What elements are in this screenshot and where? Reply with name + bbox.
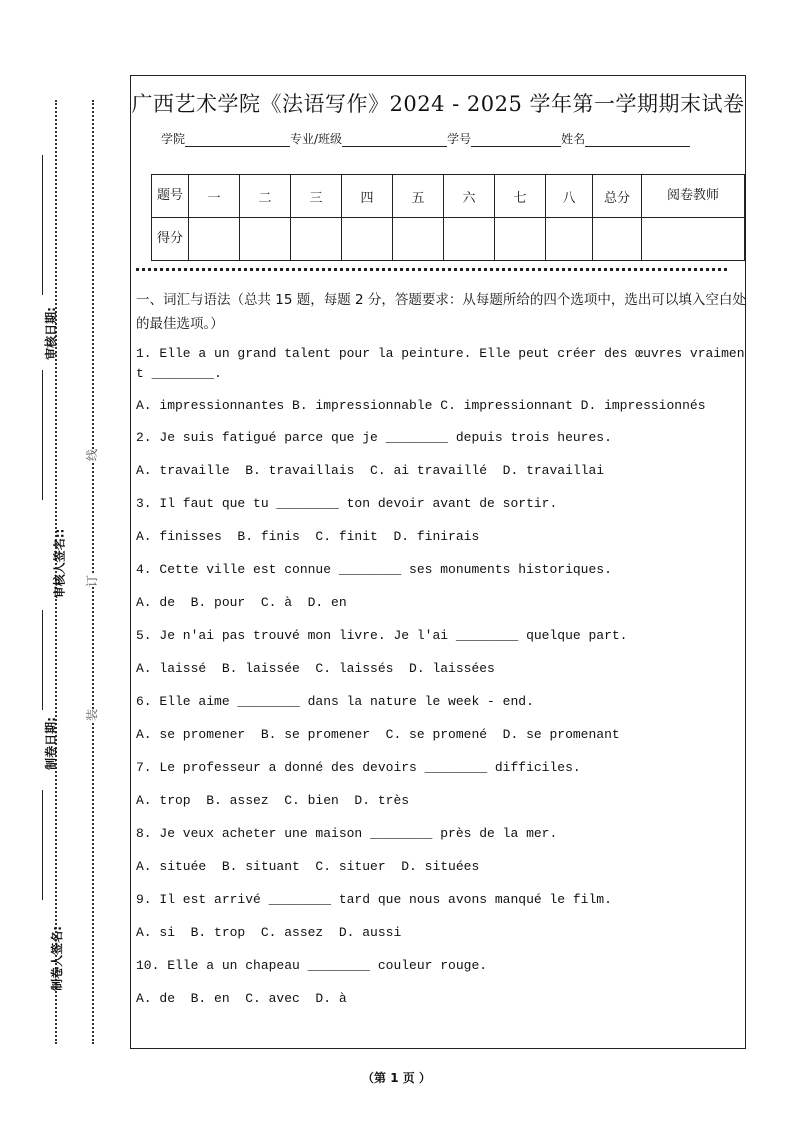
exam-content-box — [130, 75, 746, 1049]
question-text: 6. Elle aime ________ dans la nature le week - end. — [136, 694, 534, 709]
score-input-cell[interactable] — [342, 218, 393, 261]
question-text: 10. Elle a un chapeau ________ couleur rouge. — [136, 958, 488, 973]
question-text: 8. Je veux acheter une maison ________ près de la mer. — [136, 826, 558, 841]
score-input-cell[interactable] — [189, 218, 240, 261]
student-id-input[interactable] — [471, 134, 561, 147]
question-options: A. finisses B. finis C. finit D. finirais — [136, 529, 480, 544]
reviewer-signature-line — [42, 370, 43, 500]
question-options: A. travaille B. travaillais C. ai travaillé D. travaillai — [136, 463, 605, 478]
binding-mark-xian: 线 — [85, 448, 100, 462]
review-date-label: 审核日期: — [43, 307, 58, 360]
score-table-header-cell: 六 — [444, 175, 495, 218]
make-date-line — [42, 610, 43, 710]
score-input-cell[interactable] — [291, 218, 342, 261]
question-text: 4. Cette ville est connue ________ ses monuments historiques. — [136, 562, 612, 577]
question-options: A. laissé B. laissée C. laissés D. laissées — [136, 661, 495, 676]
score-table-header-cell: 总分 — [593, 175, 642, 218]
question-text: 7. Le professeur a donné des devoirs ________ difficiles. — [136, 760, 581, 775]
field-label-student-id: 学号 — [447, 132, 472, 146]
score-input-cell[interactable] — [593, 218, 642, 261]
score-input-cell[interactable] — [240, 218, 291, 261]
review-date-line — [42, 155, 43, 295]
score-row-label: 得分 — [152, 218, 189, 261]
question-options: A. impressionnantes B. impressionnable C. impressionnant D. impressionnés — [136, 398, 706, 413]
score-table-header-cell: 阅卷教师 — [642, 175, 745, 218]
reviewer-signature-label: 审核人签名:: — [52, 528, 67, 599]
section-heading: 一、词汇与语法（总共 15 题，每题 2 分，答题要求：从每题所给的四个选项中，选出可以填入空白处的最佳选项。） — [136, 292, 746, 332]
score-table-header-row — [152, 175, 745, 218]
score-table-header-cell: 五 — [393, 175, 444, 218]
score-input-cell[interactable] — [393, 218, 444, 261]
field-label-name: 姓名 — [561, 132, 586, 146]
score-table-header-cell: 二 — [240, 175, 291, 218]
binding-mark-zhuang: 装 — [85, 708, 100, 722]
major-class-input[interactable] — [342, 134, 447, 147]
student-info-row — [161, 130, 690, 147]
question-text: 3. Il faut que tu ________ ton devoir avant de sortir. — [136, 496, 558, 511]
question-options: A. de B. pour C. à D. en — [136, 595, 347, 610]
question-options: A. trop B. assez C. bien D. très — [136, 793, 410, 808]
make-date-label: 制卷日期: — [43, 717, 58, 770]
dotted-binding-line — [92, 100, 94, 1044]
question-options: A. située B. situant C. situer D. situées — [136, 859, 480, 874]
score-table — [151, 174, 745, 261]
question-text: 5. Je n'ai pas trouvé mon livre. Je l'ai ________ quelque part. — [136, 628, 628, 643]
score-table-header-cell: 八 — [546, 175, 593, 218]
binding-mark-ding: 订 — [85, 574, 100, 588]
score-table-header-cell: 七 — [495, 175, 546, 218]
question-options: A. de B. en C. avec D. à — [136, 991, 347, 1006]
score-table-header-cell: 题号 — [152, 175, 189, 218]
score-input-cell[interactable] — [444, 218, 495, 261]
page-number: （第 1 页 ） — [362, 1071, 431, 1085]
field-label-college: 学院 — [161, 132, 186, 146]
question-text: 2. Je suis fatigué parce que je ________ depuis trois heures. — [136, 430, 612, 445]
question-options: A. se promener B. se promener C. se promené D. se promenant — [136, 727, 620, 742]
name-input[interactable] — [585, 134, 690, 147]
maker-signature-line — [42, 790, 43, 900]
question-list — [136, 344, 746, 1022]
maker-signature-label: 制卷人签名: — [49, 926, 64, 991]
score-input-cell[interactable] — [642, 218, 745, 261]
score-table-header-cell: 四 — [342, 175, 393, 218]
score-input-cell[interactable] — [546, 218, 593, 261]
section-vocabulary-grammar — [136, 288, 746, 1022]
section-divider — [136, 268, 727, 271]
exam-title: 广西艺术学院《法语写作》2024 - 2025 学年第一学期期末试卷 — [131, 92, 745, 116]
score-table-header-cell: 三 — [291, 175, 342, 218]
score-table-score-row — [152, 218, 745, 261]
score-table-header-cell: 一 — [189, 175, 240, 218]
question-text: 1. Elle a un grand talent pour la peinture. Elle peut créer des œuvres vraiment ________. — [136, 346, 745, 381]
question-options: A. si B. trop C. assez D. aussi — [136, 925, 402, 940]
score-input-cell[interactable] — [495, 218, 546, 261]
college-input[interactable] — [185, 134, 290, 147]
field-label-major-class: 专业/班级 — [290, 132, 343, 146]
question-text: 9. Il est arrivé ________ tard que nous avons manqué le film. — [136, 892, 612, 907]
